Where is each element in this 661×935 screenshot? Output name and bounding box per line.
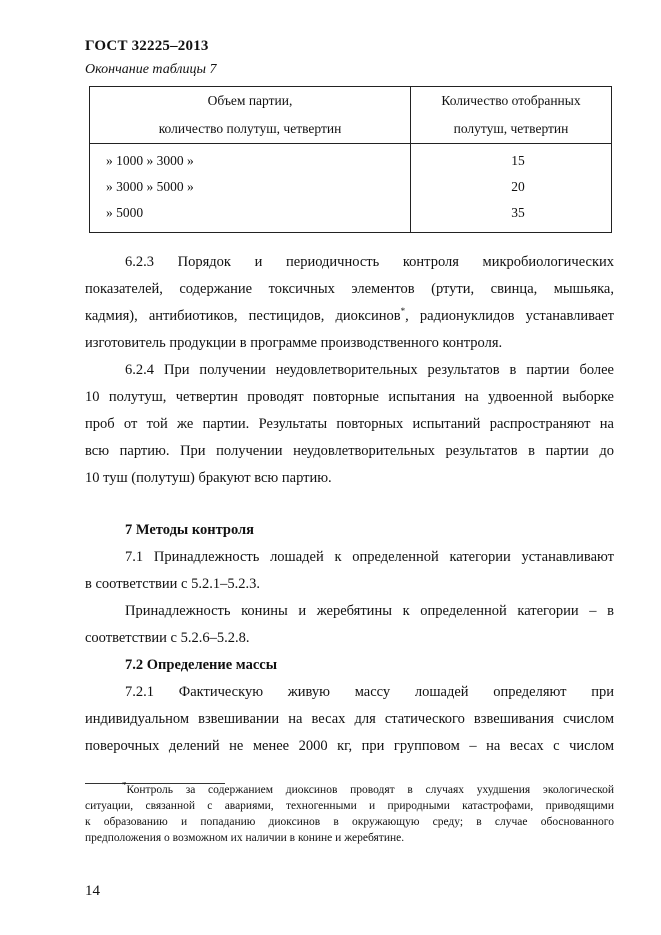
text-fragment: Контроль за содержанием диоксинов проводят в случаях ухудшения экологической bbox=[126, 784, 614, 796]
section-heading: 7 Методы контроля bbox=[125, 522, 255, 538]
text-line: Принадлежность конины и жеребятины к определенной категории – в bbox=[125, 603, 614, 619]
text-line: к образованию и попаданию диоксинов в окружающую среду; в случае обоснованного bbox=[85, 816, 614, 828]
footnote-marker: * bbox=[122, 782, 127, 791]
table-col1-header: Объем партии, количество полутуш, четвертин bbox=[90, 87, 411, 144]
subsection-heading: 7.2 Определение массы bbox=[125, 657, 278, 673]
table-header-row bbox=[90, 87, 612, 144]
text-line: в соответствии с 5.2.1–5.2.3. bbox=[85, 576, 260, 592]
text-line: изготовитель продукции в программе производственного контроля. bbox=[85, 335, 503, 351]
document-id: ГОСТ 32225–2013 bbox=[85, 38, 209, 54]
table-cell-count: 35 bbox=[411, 200, 612, 233]
paragraph-6-2-4 bbox=[85, 357, 614, 492]
table-row bbox=[90, 200, 612, 233]
text-fragment: кадмия), антибиотиков, пестицидов, диоксинов bbox=[85, 308, 401, 324]
text-line bbox=[85, 303, 614, 330]
table-cell-range: » 1000 » 3000 » bbox=[90, 144, 411, 175]
text-line bbox=[85, 782, 614, 798]
table-row bbox=[90, 174, 612, 200]
footnote bbox=[85, 782, 614, 846]
table-cell-count: 20 bbox=[411, 174, 612, 200]
text-line: 10 полутуш, четвертин проводят повторные испытания на удвоенной выборке bbox=[85, 389, 614, 405]
text-line: всю партию. При получении неудовлетворительных результатов в партии до bbox=[85, 443, 614, 459]
text-line: индивидуальном взвешивании на весах для статического взвешивания счислом bbox=[85, 711, 614, 727]
text-line: 6.2.3 Порядок и периодичность контроля микробиологических bbox=[125, 254, 614, 270]
page-number: 14 bbox=[85, 883, 100, 899]
table-col2-header: Количество отобранных полутуш, четвертин bbox=[411, 87, 612, 144]
text-line: соответствии с 5.2.6–5.2.8. bbox=[85, 630, 250, 646]
paragraph-6-2-3 bbox=[85, 249, 614, 357]
footnote-marker: * bbox=[400, 306, 406, 317]
table-continuation-caption: Окончание таблицы 7 bbox=[85, 62, 217, 77]
table-row bbox=[90, 144, 612, 175]
text-line: показателей, содержание токсичных элементов (ртути, свинца, мышьяка, bbox=[85, 281, 614, 297]
text-line: 10 туш (полутуш) бракуют всю партию. bbox=[85, 470, 332, 486]
table-cell-range: » 5000 bbox=[90, 200, 411, 233]
table-cell-count: 15 bbox=[411, 144, 612, 175]
text-line: 7.2.1 Фактическую живую массу лошадей определяют при bbox=[125, 684, 614, 700]
sampling-table bbox=[89, 86, 612, 233]
text-line: предположения о возможном их наличии в конине и жеребятине. bbox=[85, 832, 405, 844]
table-cell-range: » 3000 » 5000 » bbox=[90, 174, 411, 200]
text-line: 6.2.4 При получении неудовлетворительных результатов в партии более bbox=[125, 362, 614, 378]
text-line: ситуации, связанной с авариями, техногенными и природными катастрофами, приводящими bbox=[85, 800, 614, 812]
section-7 bbox=[85, 517, 614, 760]
text-line: 7.1 Принадлежность лошадей к определенной категории устанавливают bbox=[125, 549, 614, 565]
text-line: поверочных делений не менее 2000 кг, при групповом – на весах с числом bbox=[85, 738, 614, 754]
text-fragment: , радионуклидов устанавливает bbox=[405, 308, 614, 324]
text-line: проб от той же партии. Результаты повторных испытаний распространяют на bbox=[85, 416, 614, 432]
